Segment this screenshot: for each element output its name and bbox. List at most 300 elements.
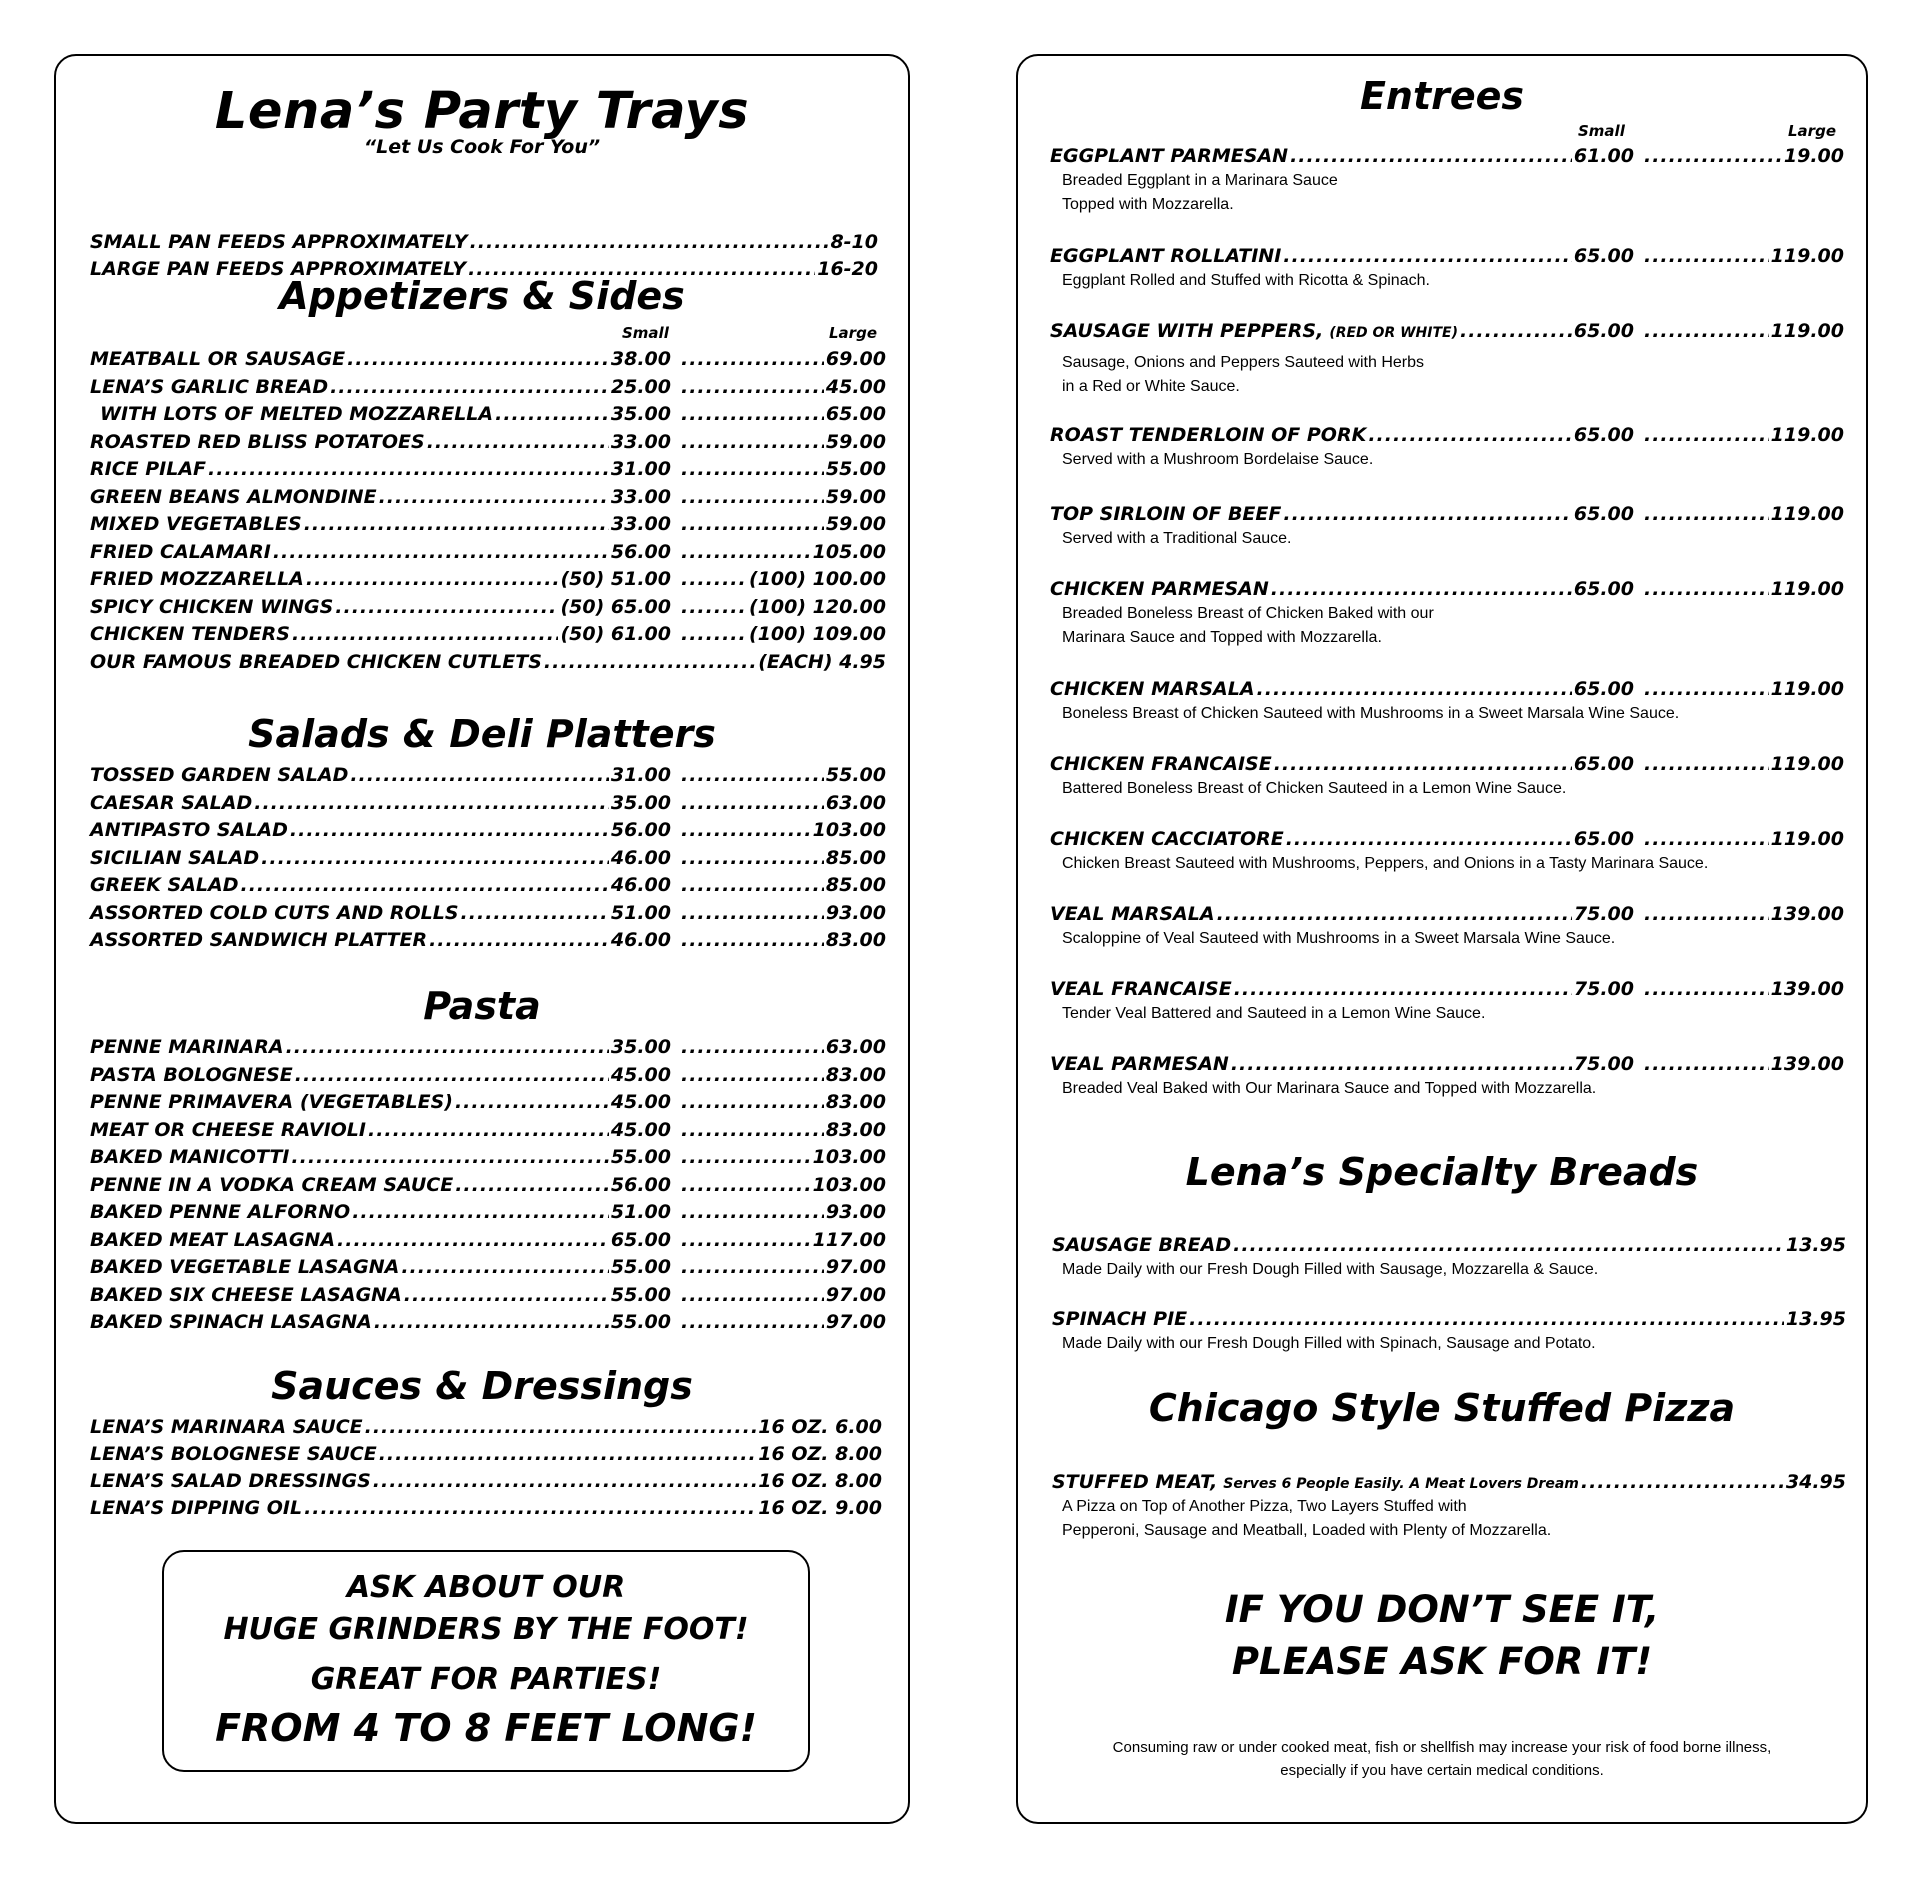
dot-leader [374,1309,609,1336]
menu-item-row [90,484,886,511]
small-price: 55.00 [610,1146,671,1168]
large-price: 119.00 [1770,245,1844,267]
item-price: 16 OZ. 8.00 [758,1443,882,1465]
dot-leader [350,762,609,789]
menu-item-row [90,1144,886,1171]
small-price: 35.00 [610,403,671,425]
menu-item-row [90,346,886,373]
large-price: 119.00 [1770,753,1844,775]
large-price-segment [1642,751,1844,778]
menu-item-row [90,374,886,401]
item-name: PENNE PRIMAVERA (VEGETABLES) [90,1091,453,1113]
large-price-segment [1642,143,1844,170]
menu-item-row [90,539,886,566]
item-name: LENA’S SALAD DRESSINGS [90,1470,371,1492]
menu-item-row [1050,243,1844,270]
small-price: 75.00 [1573,978,1634,1000]
item-name: GREEK SALAD [90,874,239,896]
menu-item-row [1052,1306,1846,1333]
item-name: LENA’S GARLIC BREAD [90,375,329,398]
item-name: EGGPLANT ROLLATINI [1050,245,1282,267]
large-price: 85.00 [825,846,886,869]
large-price: 139.00 [1770,978,1844,1000]
item-name-small-segment [90,511,671,538]
large-price: (100) 120.00 [749,595,886,618]
dot-leader [291,1144,609,1171]
small-price: 46.00 [610,874,671,896]
item-name: SAUSAGE WITH PEPPERS, [1050,320,1324,342]
item-name-small-segment [90,872,671,899]
large-price: 83.00 [825,1063,886,1086]
large-price: (100) 109.00 [749,623,886,645]
small-price: 45.00 [610,1091,671,1113]
item-name-small-segment [90,456,671,483]
menu-item-row [90,1254,886,1281]
large-price: 83.00 [825,1091,886,1113]
dot-leader [306,566,559,593]
item-subnote: Serves 6 People Easily. A Meat Lovers Dream [1223,1476,1579,1492]
small-price: 65.00 [1573,828,1634,850]
small-price: 61.00 [1573,145,1634,167]
entrees-small-column-header: Small [1578,122,1625,140]
item-name: LENA’S DIPPING OIL [90,1497,303,1519]
large-price: 97.00 [825,1256,886,1278]
item-name-small-segment [90,1309,671,1336]
item-name-small-segment [1050,751,1634,778]
menu-item-row [1050,751,1844,778]
dot-leader [1644,501,1769,528]
large-price: (100) 100.00 [749,568,886,590]
item-name-small-segment [90,374,671,401]
menu-item-row [90,872,886,899]
large-price: 55.00 [825,764,886,786]
item-description: Served with a Mushroom Bordelaise Sauce. [1062,451,1374,468]
entrees-heading: Entrees [1359,74,1525,118]
menu-item-row [90,511,886,538]
item-name-small-segment [90,1034,671,1061]
item-name-small-segment [1050,901,1634,928]
item-name: CHICKEN CACCIATORE [1050,828,1284,850]
dot-leader [379,484,609,511]
large-price: 19.00 [1783,145,1844,167]
item-description: Breaded Veal Baked with Our Marinara Sauce and Topped with Mozzarella. [1062,1080,1597,1097]
menu-item-row [1050,501,1844,528]
dot-leader [681,1034,824,1061]
item-name-small-segment [1050,976,1634,1003]
large-price: 119.00 [1770,828,1844,850]
menu-item-row [90,594,886,621]
item-name-small-segment [1050,501,1634,528]
item-name-small-segment [1050,318,1634,345]
dot-leader [681,1282,824,1309]
large-price-segment [679,429,886,456]
large-price-segment [1642,243,1844,270]
dot-leader [427,429,609,456]
large-price-segment [1642,1051,1844,1078]
large-price: 93.00 [825,1201,886,1223]
dot-leader [352,1199,609,1226]
item-name-small-segment [90,1282,671,1309]
small-price: 33.00 [610,430,671,453]
item-name: FRIED MOZZARELLA [90,568,304,590]
dot-leader [681,401,824,428]
dot-leader [1217,901,1572,928]
dot-leader [1644,826,1769,853]
item-name: GREEN BEANS ALMONDINE [90,485,377,508]
item-name: BAKED PENNE ALFORNO [90,1201,351,1223]
item-name-small-segment [90,401,671,428]
small-price: 65.00 [1573,424,1634,446]
large-price: 119.00 [1770,678,1844,700]
large-price-segment [679,1309,886,1336]
small-price: 65.00 [1573,678,1634,700]
dot-leader [290,817,609,844]
item-name: CHICKEN PARMESAN [1050,578,1269,600]
item-name: VEAL MARSALA [1050,903,1215,925]
menu-item-row [1050,318,1844,345]
item-price: 16 OZ. 8.00 [758,1470,882,1492]
menu-item-row [1050,422,1844,449]
dot-leader [1286,826,1572,853]
large-price-segment [1642,826,1844,853]
menu-tagline: “Let Us Cook For You” [363,136,601,158]
menu-item-row [90,845,886,872]
large-price-segment [679,1034,886,1061]
menu-item-row [1052,1232,1846,1259]
item-name: ANTIPASTO SALAD [90,819,288,841]
large-price-segment [679,817,886,844]
item-name-small-segment [90,1254,671,1281]
item-price: 13.95 [1785,1308,1846,1330]
menu-item-row [1050,1051,1844,1078]
item-name: MEAT OR CHEESE RAVIOLI [90,1118,366,1141]
large-price-segment [1642,501,1844,528]
large-price: 119.00 [1770,578,1844,600]
item-subnote: (RED OR WHITE) [1329,325,1458,341]
small-price: (50) 51.00 [560,568,671,590]
item-name: CHICKEN FRANCAISE [1050,753,1272,775]
item-name: SAUSAGE BREAD [1052,1234,1232,1256]
item-name: BAKED SIX CHEESE LASAGNA [90,1283,402,1306]
dot-leader [347,346,609,373]
dot-leader [1231,1051,1572,1078]
pasta-heading: Pasta [423,984,541,1028]
large-price: 83.00 [825,929,886,951]
large-price: 119.00 [1770,424,1844,446]
large-price-segment [679,374,886,401]
item-name: BAKED SPINACH LASAGNA [90,1311,372,1333]
large-price-segment [679,1117,886,1144]
item-name: CHICKEN TENDERS [90,623,290,645]
promo-line-4: FROM 4 TO 8 FEET LONG! [215,1706,757,1750]
large-price-segment [679,1172,886,1199]
item-description: Made Daily with our Fresh Dough Filled with Spinach, Sausage and Potato. [1062,1335,1596,1352]
menu-item-row [1050,576,1844,603]
item-name-small-segment [1050,826,1634,853]
item-name-small-segment [90,927,671,954]
small-price: 45.00 [610,1063,671,1086]
large-price: 119.00 [1770,503,1844,525]
item-name-small-segment [90,817,671,844]
dot-leader [681,900,824,927]
dot-leader [681,790,824,817]
large-price-segment [1642,976,1844,1003]
small-price: (50) 61.00 [560,623,671,645]
item-name: BAKED MANICOTTI [90,1146,290,1168]
large-price-segment [679,927,886,954]
item-name-small-segment [1050,676,1634,703]
large-price-segment [1642,422,1844,449]
large-price-segment [679,1227,886,1254]
item-name: ROAST TENDERLOIN OF PORK [1050,424,1367,446]
large-price: 103.00 [812,819,886,841]
item-name: LENA’S BOLOGNESE SAUCE [90,1443,377,1465]
dot-leader [401,1254,609,1281]
item-description: Scaloppine of Veal Sauteed with Mushrooms in a Sweet Marsala Wine Sauce. [1062,930,1616,947]
dot-leader [304,1495,756,1522]
dot-leader [681,1062,824,1089]
item-name: BAKED VEGETABLE LASAGNA [90,1256,400,1278]
small-price: 45.00 [610,1118,671,1141]
item-price: 16-20 [817,258,878,280]
item-name: LENA’S MARINARA SAUCE [90,1416,363,1438]
dot-leader [1644,422,1769,449]
promo-line-1: ASK ABOUT OUR [346,1570,626,1605]
small-price: 56.00 [610,540,671,563]
breads-heading: Lena’s Specialty Breads [1185,1150,1699,1194]
item-name-small-segment [90,484,671,511]
menu-item-row [90,401,886,428]
small-price: 75.00 [1573,1053,1634,1075]
dot-leader [681,346,824,373]
item-name: VEAL FRANCAISE [1050,978,1232,1000]
item-description: Breaded Boneless Breast of Chicken Baked with our [1062,605,1434,622]
large-price: 65.00 [825,403,886,425]
dot-leader [681,621,747,648]
small-price: 46.00 [610,846,671,869]
ask-for-it-line-2: PLEASE ASK FOR IT! [1231,1640,1653,1683]
menu-item-row [90,621,886,648]
large-price: 103.00 [812,1173,886,1196]
large-price: 59.00 [825,430,886,453]
sauces-heading: Sauces & Dressings [271,1364,693,1408]
dot-leader [379,1441,757,1468]
dot-leader [681,1199,824,1226]
menu-item-row [90,1227,886,1254]
item-name-small-segment [90,790,671,817]
large-price-segment [679,401,886,428]
item-description: Battered Boneless Breast of Chicken Sauteed in a Lemon Wine Sauce. [1062,780,1567,797]
item-description: A Pizza on Top of Another Pizza, Two Layers Stuffed with [1062,1498,1467,1515]
dot-leader [1283,243,1572,270]
menu-item-row [90,649,886,676]
item-name-small-segment [90,621,671,648]
large-price-segment [679,456,886,483]
grinder-promo-box [162,1550,810,1772]
menu-item-row [90,1414,882,1441]
dot-leader [1234,976,1572,1003]
menu-item-row [90,817,886,844]
large-price: 139.00 [1770,1053,1844,1075]
dot-leader [429,927,609,954]
item-name-small-segment [90,566,671,593]
small-price: 31.00 [610,458,671,480]
small-price: 75.00 [1573,903,1634,925]
menu-item-row [90,1062,886,1089]
ask-for-it-line-1: IF YOU DON’T SEE IT, [1224,1588,1660,1631]
small-price: 46.00 [610,929,671,951]
item-name: PENNE MARINARA [90,1036,284,1058]
large-price-segment [679,1254,886,1281]
menu-item-row [90,429,886,456]
item-price: 34.95 [1785,1471,1846,1493]
large-price: 105.00 [812,540,886,563]
item-name: TOSSED GARDEN SALAD [90,764,349,786]
small-price: 38.00 [610,348,671,370]
large-price: 93.00 [825,901,886,924]
menu-item-row [90,927,886,954]
item-name-small-segment [1050,422,1634,449]
dot-leader [254,790,609,817]
menu-item-row [90,762,886,789]
menu-item-row [90,1282,886,1309]
promo-line-2: HUGE GRINDERS BY THE FOOT! [223,1612,749,1647]
dot-leader [681,566,747,593]
item-name-small-segment [90,1199,671,1226]
large-price: 59.00 [825,485,886,508]
item-name: PENNE IN A VODKA CREAM SAUCE [90,1173,454,1196]
item-name-small-segment [90,594,671,621]
large-price-segment [1642,901,1844,928]
small-price: 35.00 [610,791,671,814]
dot-leader [470,229,829,256]
entrees-panel [1016,54,1868,1824]
item-price: 13.95 [1785,1234,1846,1256]
item-description: in a Red or White Sauce. [1062,378,1240,395]
item-price: 8-10 [830,231,878,253]
dot-leader [1644,1051,1769,1078]
small-price: (50) 65.00 [560,595,671,618]
small-price: 55.00 [610,1256,671,1278]
dot-leader [455,1089,609,1116]
item-name-small-segment [90,1144,671,1171]
small-price: 33.00 [610,513,671,535]
small-price: 35.00 [610,1036,671,1058]
item-name: EGGPLANT PARMESAN [1050,145,1289,167]
dot-leader [404,1282,609,1309]
item-name: SPICY CHICKEN WINGS [90,595,334,618]
dot-leader [295,1062,609,1089]
dot-leader [368,1117,609,1144]
item-name-small-segment [90,539,671,566]
item-name: MIXED VEGETABLES [90,513,302,535]
menu-item-row [90,1199,886,1226]
small-price: 51.00 [610,901,671,924]
dot-leader [1189,1306,1784,1333]
promo-line-3: GREAT FOR PARTIES! [310,1662,662,1697]
dot-leader [273,539,609,566]
large-price: 63.00 [825,1036,886,1058]
dot-leader [1644,143,1782,170]
large-price-segment [1642,318,1844,345]
small-price: 55.00 [610,1283,671,1306]
small-price: 56.00 [610,819,671,841]
item-name: ASSORTED SANDWICH PLATTER [90,929,428,951]
menu-item-row [1052,1469,1846,1496]
item-description: Chicken Breast Sauteed with Mushrooms, Peppers, and Onions in a Tasty Marinara Sauce. [1062,855,1709,872]
dot-leader [1644,901,1769,928]
dot-leader [681,845,824,872]
dot-leader [1271,576,1572,603]
small-price: 56.00 [610,1173,671,1196]
small-price: 55.00 [610,1311,671,1333]
large-price: 97.00 [825,1283,886,1306]
item-name-small-segment [1050,576,1634,603]
item-name-small-segment [90,845,671,872]
dot-leader [1644,576,1769,603]
item-name-small-segment [90,429,671,456]
dot-leader [1644,976,1769,1003]
small-price: 65.00 [1573,245,1634,267]
dot-leader [681,762,824,789]
dot-leader [681,429,824,456]
item-name-small-segment [90,1172,671,1199]
menu-item-row [90,1441,882,1468]
large-price-segment [1642,676,1844,703]
item-name: SICILIAN SALAD [90,846,260,869]
menu-item-row [1050,143,1844,170]
large-price: 45.00 [825,375,886,398]
dot-leader [455,1172,609,1199]
item-name: CHICKEN MARSALA [1050,678,1255,700]
large-price: 97.00 [825,1311,886,1333]
large-price-segment [1642,576,1844,603]
large-price-segment [679,1144,886,1171]
dot-leader [681,1089,824,1116]
menu-item-row [90,1468,882,1495]
item-name: SPINACH PIE [1052,1308,1188,1330]
dot-leader [337,1227,609,1254]
small-price: 31.00 [610,764,671,786]
large-price: 63.00 [825,791,886,814]
item-name: FRIED CALAMARI [90,540,271,563]
small-column-header: Small [622,324,669,342]
dot-leader [1644,676,1769,703]
dot-leader [495,401,609,428]
dot-leader [681,511,824,538]
dot-leader [1581,1469,1784,1496]
large-price: 85.00 [825,874,886,896]
menu-item-row [90,1089,886,1116]
pizza-heading: Chicago Style Stuffed Pizza [1148,1386,1736,1430]
item-name-small-segment [90,1227,671,1254]
dot-leader [681,817,811,844]
small-price: 65.00 [610,1228,671,1251]
dot-leader [330,374,609,401]
large-price-segment [679,511,886,538]
item-description: Boneless Breast of Chicken Sauteed with Mushrooms in a Sweet Marsala Wine Sauce. [1062,705,1680,722]
dot-leader [1644,751,1769,778]
large-price-segment [679,845,886,872]
item-name: TOP SIRLOIN OF BEEF [1050,503,1282,525]
item-description: Served with a Traditional Sauce. [1062,530,1292,547]
small-price: 65.00 [1573,578,1634,600]
large-price-segment [679,790,886,817]
large-price-segment [679,539,886,566]
large-price-segment [679,346,886,373]
large-price-segment [679,1282,886,1309]
salads-heading: Salads & Deli Platters [248,712,716,756]
